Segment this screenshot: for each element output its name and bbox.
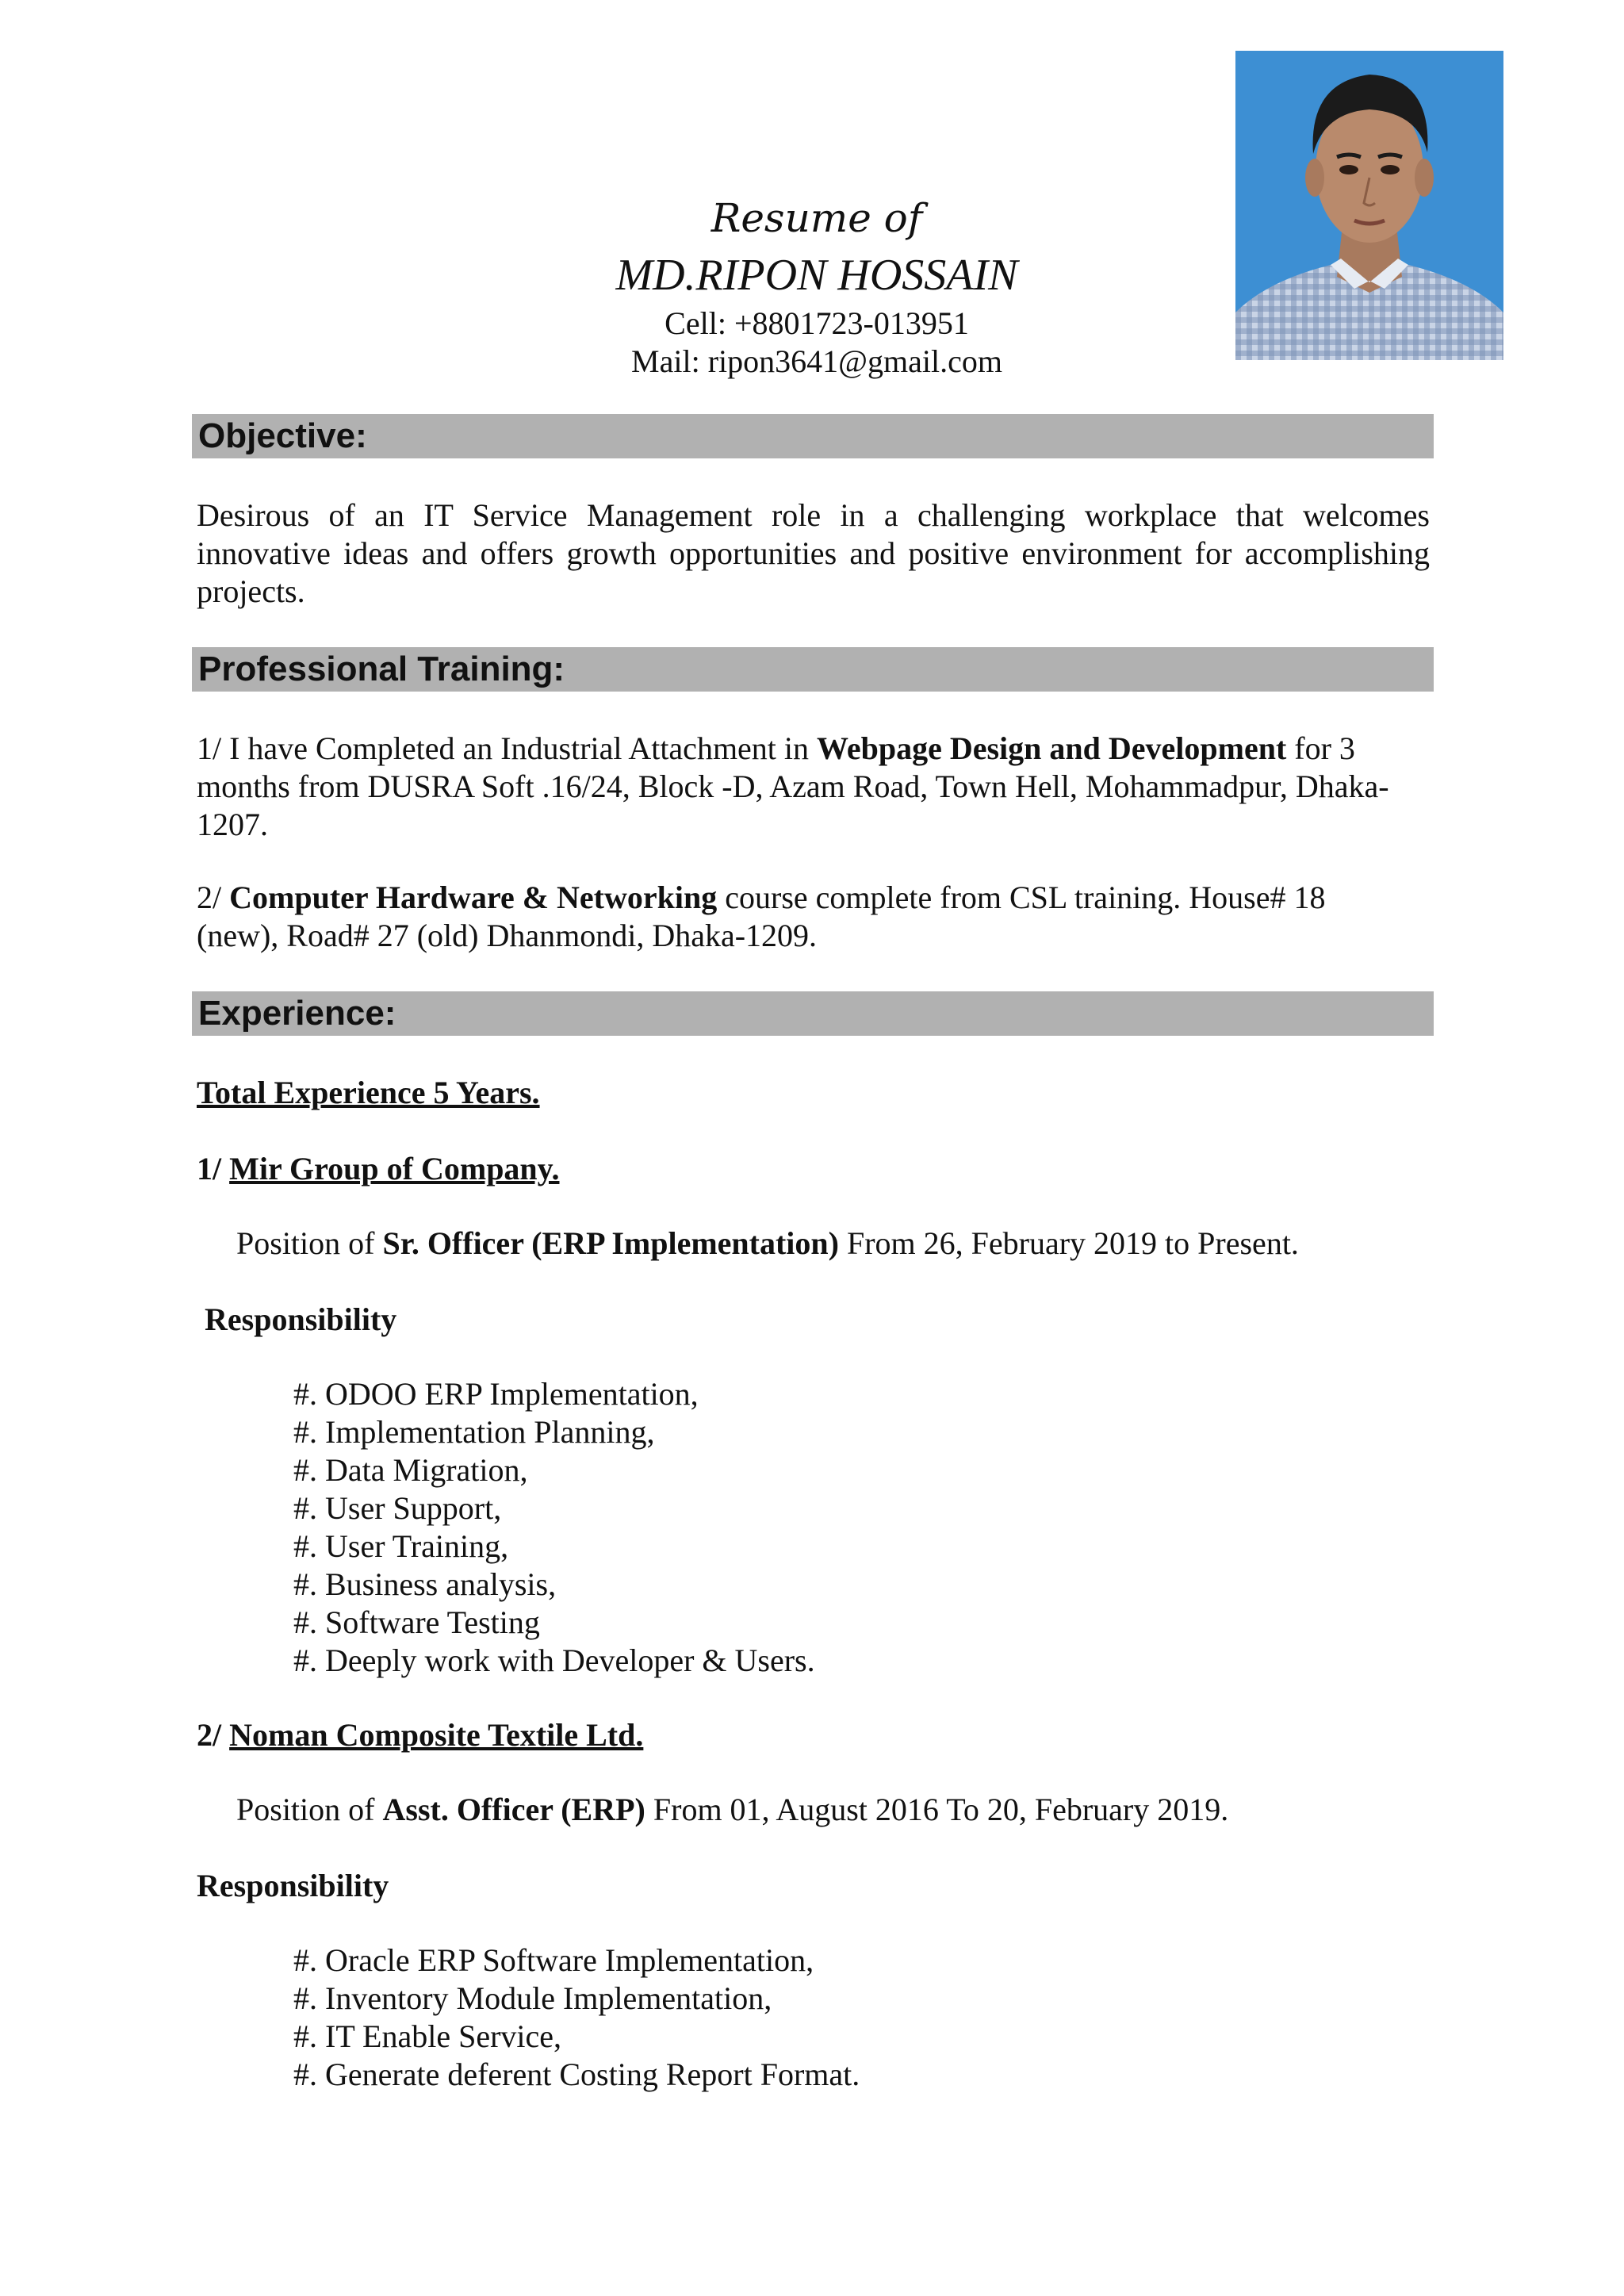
resume-of-title: Resume of (710, 195, 923, 241)
job-2-position-prefix: Position of (236, 1792, 383, 1827)
total-experience (197, 1074, 1430, 1112)
training-item-1-prefix: 1/ I have Completed an Industrial Attachment in (197, 730, 818, 766)
list-item: #. Software Testing (293, 1604, 540, 1640)
list-item: #. Implementation Planning, (293, 1414, 655, 1450)
list-item: #. Data Migration, (293, 1452, 528, 1488)
list-item: #. Business analysis, (293, 1566, 557, 1602)
training-item-1-suffix: for 3 months from DUSRA Soft .16/24, Block -D, Azam Road, Town Hell, Mohammadpur, Dhaka-1207. (197, 730, 1389, 842)
list-item: #. Inventory Module Implementation, (293, 1980, 772, 2016)
job-2-period: From 01, August 2016 To 20, February 2019. (645, 1792, 1229, 1827)
job-2-position-title: Asst. Officer (ERP) (382, 1792, 645, 1827)
job-2-company-name: Noman Composite Textile Ltd. (229, 1717, 644, 1753)
job-1-responsibilities (293, 1375, 1324, 1680)
job-1-position-title: Sr. Officer (ERP Implementation) (382, 1225, 839, 1261)
job-1-responsibility-label (205, 1301, 1438, 1339)
job-1-position-prefix: Position of (236, 1225, 383, 1261)
training-item-1-course: Webpage Design and Development (817, 730, 1287, 766)
job-1-period: From 26, February 2019 to Present. (838, 1225, 1299, 1261)
email-address: Mail: ripon3641@gmail.com (631, 343, 1002, 379)
list-item: #. User Support, (293, 1490, 502, 1526)
list-item: #. ODOO ERP Implementation, (293, 1376, 699, 1412)
job-2-responsibility-label (197, 1867, 1430, 1905)
training-item-2-course: Computer Hardware & Networking (229, 880, 718, 915)
experience-heading: Experience: (192, 991, 1434, 1036)
list-item: #. IT Enable Service, (293, 2018, 562, 2054)
job-2-responsibilities (293, 1941, 1324, 2094)
job-1-number: 1/ (197, 1151, 230, 1186)
candidate-name: MD.RIPON HOSSAIN (615, 251, 1018, 300)
training-item-2-suffix: course complete from CSL training. House# 18 (new), Road# 27 (old) Dhanmondi, Dhaka-1209. (197, 880, 1326, 953)
training-heading: Professional Training: (192, 647, 1434, 692)
profile-photo (1235, 51, 1503, 360)
job-2-number: 2/ (197, 1717, 230, 1753)
training-item-1 (197, 730, 1410, 844)
job-1-responsibility-label-text: Responsibility (205, 1301, 397, 1337)
training-item-2-prefix: 2/ (197, 880, 230, 915)
list-item: #. User Training, (293, 1528, 509, 1564)
total-experience-text: Total Experience 5 Years. (197, 1075, 540, 1110)
job-2-position (236, 1791, 1469, 1829)
list-item: #. Deeply work with Developer & Users. (293, 1642, 815, 1678)
person-icon (1235, 51, 1503, 360)
list-item: #. Oracle ERP Software Implementation, (293, 1942, 814, 1978)
job-2-company (197, 1716, 1430, 1754)
job-1-company-name: Mir Group of Company. (229, 1151, 560, 1186)
objective-heading: Objective: (192, 414, 1434, 458)
list-item: #. Generate deferent Costing Report Format. (293, 2056, 860, 2092)
objective-text: Desirous of an IT Service Management role in a challenging workplace that welcomes innovative ideas and offers growth opportunities and positive environment for accomplishing projects. (197, 497, 1430, 609)
job-1-company (197, 1150, 1430, 1188)
cell-number: Cell: +8801723-013951 (665, 305, 969, 341)
resume-header (444, 190, 1189, 381)
job-2-responsibility-label-text: Responsibility (197, 1868, 389, 1903)
job-1-position (236, 1225, 1469, 1263)
training-item-2 (197, 879, 1410, 955)
